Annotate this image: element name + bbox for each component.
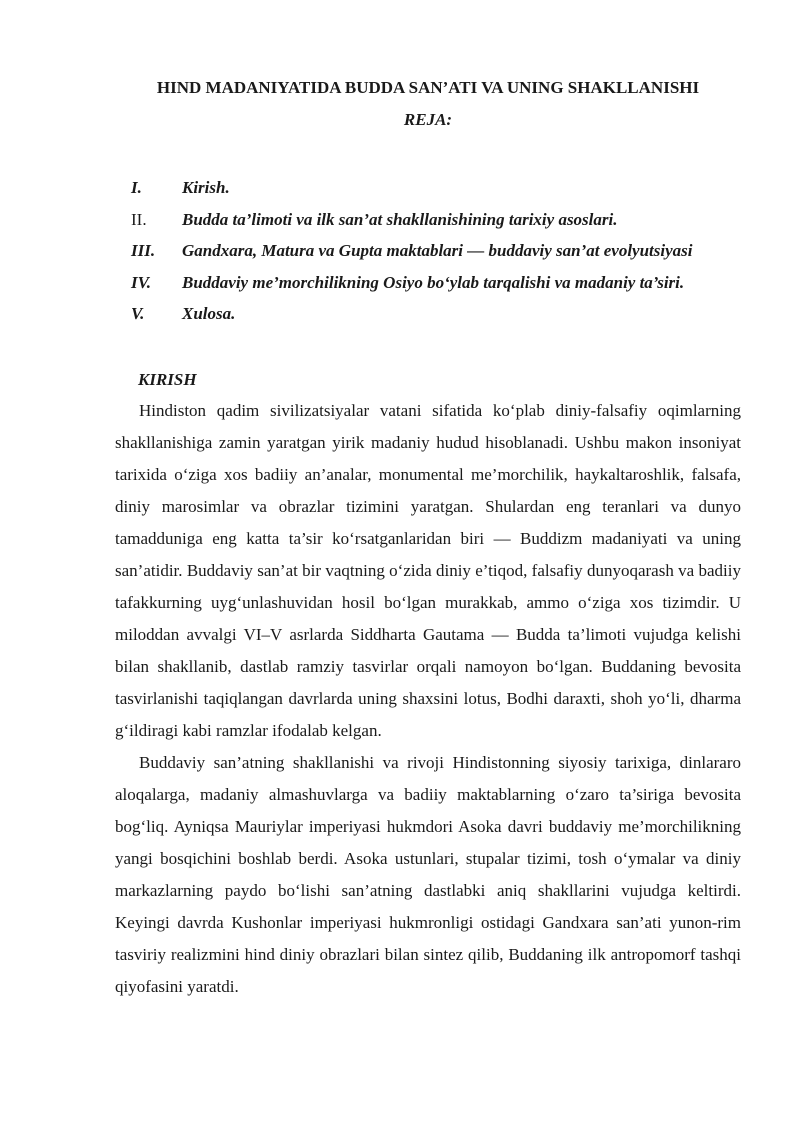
- plan-item-number: I.: [131, 178, 142, 197]
- plan-item-text: Buddaviy me’morchilikning Osiyo bo‘ylab tarqalishi va madaniy ta’siri.: [182, 272, 685, 292]
- plan-item: [131, 267, 741, 299]
- plan-item-number: II.: [131, 209, 147, 229]
- plan-heading: REJA:: [403, 110, 453, 129]
- paragraph: Hindiston qadim sivilizatsiyalar vatani sifatida ko‘plab diniy-falsafiy oqimlarning shakllanishiga zamin yaratgan yirik madaniy hudud hisoblanadi. Ushbu makon insoniyat tarixida o‘ziga xos badiiy an’analar, monumental me’morchilik, haykaltaroshlik, falsafa, diniy marosimlar va obrazlar tizimini yaratgan. Shulardan eng teranlari va dunyo tamadduniga eng katta ta’sir ko‘rsatganlaridan biri — Buddizm madaniyati va uning san’atidir. Buddaviy san’at bir vaqtning o‘zida diniy e’tiqod, falsafiy dunyoqarash va badiiy tafakkurning uyg‘unlashuvidan hosil bo‘lgan murakkab, ammo o‘ziga xos tizimdir. U miloddan avvalgi VI–V asrlarda Siddharta Gautama — Budda ta’limoti vujudga kelishi bilan shakllanib, dastlab ramziy tasvirlar orqali namoyon bo‘lgan. Buddaning bevosita tasvirlanishi taqiqlangan davrlarda uning shaxsini lotus, Bodhi daraxti, shoh yo‘li, dharma g‘ildiragi kabi ramzlar ifodalab kelgan.: [115, 401, 741, 740]
- plan-item: [131, 235, 741, 267]
- plan-item-number: V.: [131, 304, 145, 323]
- plan-item-text: Budda ta’limoti va ilk san’at shakllanishining tarixiy asoslari.: [182, 209, 618, 229]
- body-text: [115, 395, 741, 1003]
- plan-item: [131, 298, 741, 330]
- plan-item-number: IV.: [131, 272, 152, 292]
- plan-item: [131, 172, 741, 204]
- plan-list: [131, 172, 741, 330]
- plan-item-number: III.: [131, 241, 156, 260]
- plan-item-text: Xulosa.: [182, 304, 236, 323]
- paragraph: Buddaviy san’atning shakllanishi va rivoji Hindistonning siyosiy tarixiga, dinlararo aloqalarga, madaniy almashuvlarga va badiiy maktablarning o‘zaro ta’siriga bevosita bog‘liq. Ayniqsa Mauriylar imperiyasi hukmdori Asoka davri buddaviy me’morchilikning yangi bosqichini boshlab berdi. Asoka ustunlari, stupalar tizimi, tosh o‘ymalar va diniy markazlarning paydo bo‘lishi san’atning dastlabki aniq shakllarini vujudga keltirdi. Keyingi davrda Kushonlar imperiyasi hukmronligi ostidagi Gandxara san’ati yunon-rim tasviriy realizmini hind diniy obrazlari bilan sintez qilib, Buddaning ilk antropomorf tashqi qiyofasini yaratdi.: [115, 753, 741, 996]
- section-heading: KIRISH: [138, 370, 197, 389]
- plan-item-text: Gandxara, Matura va Gupta maktablari — buddaviy san’at evolyutsiyasi: [182, 241, 693, 260]
- plan-item: [131, 204, 741, 236]
- plan-item-text: Kirish.: [182, 178, 230, 197]
- document-title: HIND MADANIYATIDA BUDDA SAN’ATI VA UNING SHAKLLANISHI: [156, 78, 700, 97]
